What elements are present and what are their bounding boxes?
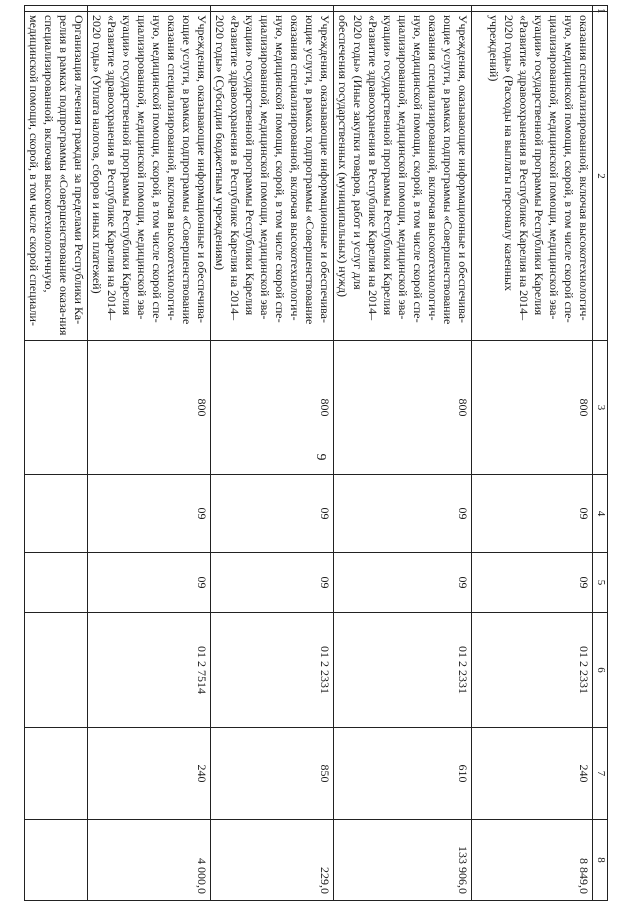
row-section: 09: [88, 475, 211, 553]
header-col-5: 5: [593, 553, 608, 613]
row-admin-code: 800: [88, 341, 211, 475]
row-admin-code: 800: [211, 341, 334, 475]
row-expense-type: 850: [211, 728, 334, 820]
header-col-3: 3: [593, 341, 608, 475]
row-target-article: 01 2 7514: [88, 613, 211, 728]
header-col-2: 2: [593, 12, 608, 341]
row-subsection: 09: [334, 553, 472, 613]
row-target-article: [25, 613, 88, 728]
row-target-article: 01 2 2331: [472, 613, 593, 728]
header-row: [593, 6, 608, 901]
budget-table: [24, 5, 608, 901]
header-col-7: 7: [593, 728, 608, 820]
row-amount: [25, 820, 88, 901]
row-target-article: 01 2 2331: [334, 613, 472, 728]
table-row: [211, 6, 334, 901]
table-row: [472, 6, 593, 901]
row-expense-type: 240: [88, 728, 211, 820]
page-number: 9: [313, 453, 328, 461]
table-row: [334, 6, 472, 901]
table-row: [88, 6, 211, 901]
row-description: оказания специализированной, включая высокотехнологич-ную, медицинской помощи, скорой, в том числе скорой спе-циализированной, медицинской помощи, медицинской эва-куации» государственной программы Республики Карелия «Развитие здравоохранения в Республике Карелия на 2014–2020 годы» (Расходы на выплаты персоналу казенных учреждений): [472, 12, 593, 341]
table-row: [25, 6, 88, 901]
row-admin-code: [25, 341, 88, 475]
row-expense-type: 240: [472, 728, 593, 820]
row-description: Учреждения, оказывающие информационные и обеспечива-ющие услуги, в рамках подпрограммы «Совершенствование оказания специализированной, включая высокотехнологич-ную, медицинской помощи, скорой, в том числе скорой спе-циализированной, медицинской помощи, медицинской эва-куации» государственной программы Республики Карелия «Развитие здравоохранения в Республике Карелия на 2014–2020 годы» (Иные закупки товаров, работ и услуг для обеспечения государственных (муниципальных) нужд): [334, 12, 472, 341]
row-subsection: 09: [472, 553, 593, 613]
row-section: 09: [211, 475, 334, 553]
row-description: Организация лечения граждан за пределами Республики Ка-релия в рамках подпрограммы «Совершенствование оказа-ния специализированной, включая высокотехнологичную, медицинской помощи, скорой, в том числе скорой специали-: [25, 12, 88, 341]
header-col-6: 6: [593, 613, 608, 728]
header-col-1: 1: [593, 6, 608, 12]
row-amount: 133 906,0: [334, 820, 472, 901]
row-amount: 8 849,0: [472, 820, 593, 901]
row-subsection: 09: [88, 553, 211, 613]
row-description: Учреждения, оказывающие информационные и обеспечива-ющие услуги, в рамках подпрограммы «Совершенствование оказания специализированной, включая высокотехнологич-ную, медицинской помощи, скорой, в том числе скорой спе-циализированной, медицинской помощи, медицинской эва-куации» государственной программы Республики Карелия «Развитие здравоохранения в Республике Карелия на 2014–2020 годы» (Уплата налогов, сборов и иных платежей): [88, 12, 211, 341]
row-subsection: [25, 553, 88, 613]
row-admin-code: 800: [472, 341, 593, 475]
header-col-8: 8: [593, 820, 608, 901]
row-section: 09: [334, 475, 472, 553]
row-target-article: 01 2 2331: [211, 613, 334, 728]
row-description: Учреждения, оказывающие информационные и обеспечива-ющие услуги, в рамках подпрограммы «Совершенствование оказания специализированной, включая высокотехнологич-ную, медицинской помощи, скорой, в том числе скорой спе-циализированной, медицинской помощи, медицинской эва-куации» государственной программы Республики Карелия «Развитие здравоохранения в Республике Карелия на 2014–2020 годы» (Субсидии бюджетным учреждениям): [211, 12, 334, 341]
row-amount: 4 000,0: [88, 820, 211, 901]
row-expense-type: 610: [334, 728, 472, 820]
row-subsection: 09: [211, 553, 334, 613]
budget-table-container: [27, 5, 608, 900]
row-expense-type: [25, 728, 88, 820]
row-section: 09: [472, 475, 593, 553]
header-col-4: 4: [593, 475, 608, 553]
row-section: [25, 475, 88, 553]
row-admin-code: 800: [334, 341, 472, 475]
row-amount: 229,0: [211, 820, 334, 901]
